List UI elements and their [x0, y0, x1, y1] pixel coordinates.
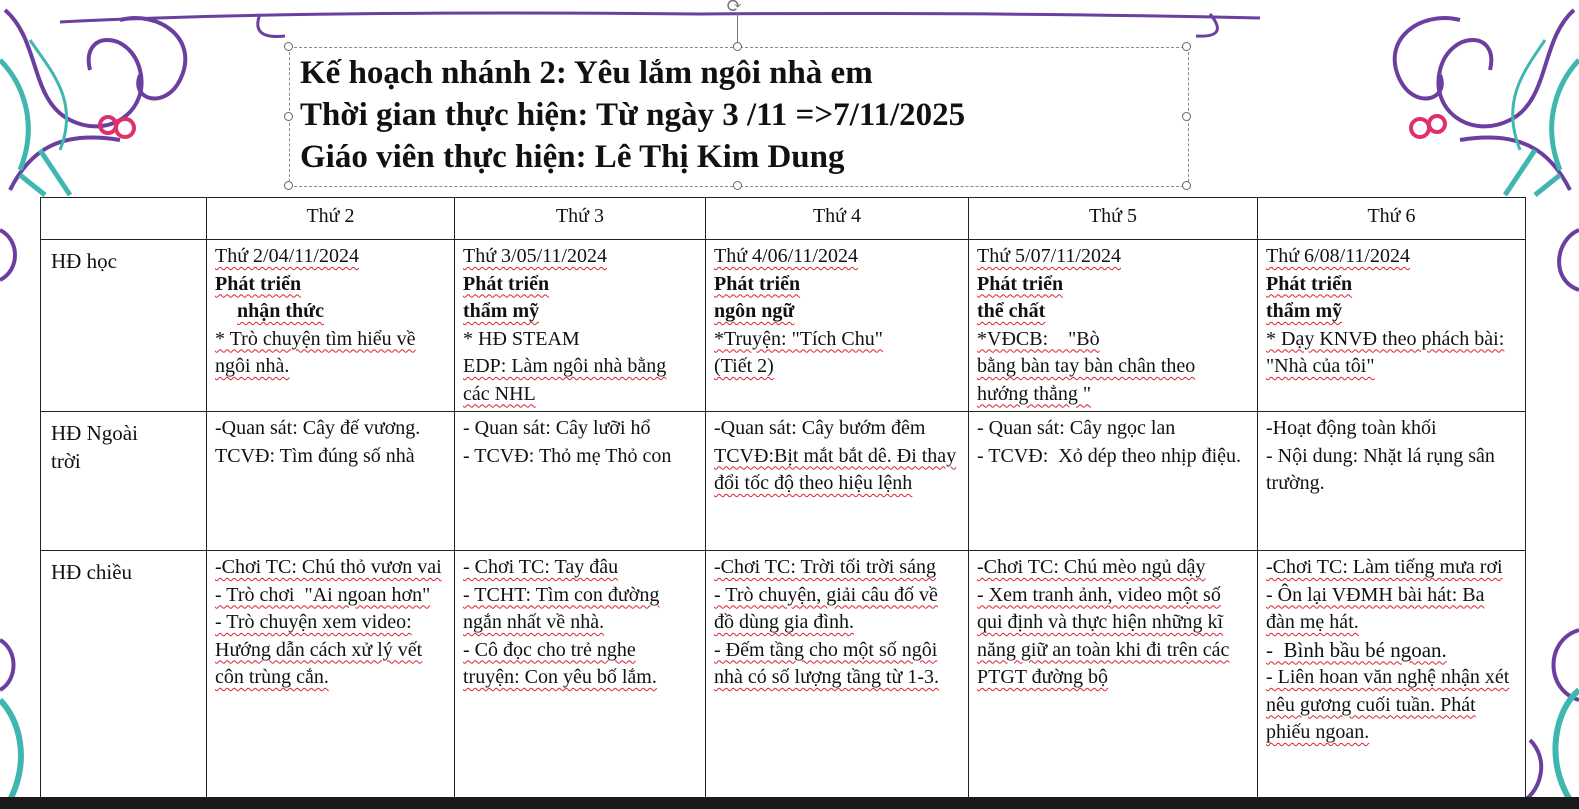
table-cell	[706, 240, 969, 412]
table-row	[41, 240, 1526, 412]
row-label: HĐ học	[41, 240, 207, 412]
table-cell	[969, 240, 1258, 412]
resize-handle-sw[interactable]	[284, 181, 293, 190]
bottom-edge-bar	[0, 797, 1579, 809]
cell-line: - Quan sát: Cây ngọc lan	[977, 417, 1176, 439]
cell-line: TCVĐ: Tìm đúng số nhà	[215, 444, 415, 467]
cell-domain-sub: nhận thức	[237, 300, 325, 322]
cell-domain: Phát triển	[977, 272, 1064, 295]
cell-date: Thứ 2/04/11/2024	[215, 245, 359, 267]
table-cell	[1258, 412, 1526, 551]
cell-line: -Chơi TC: Chú mèo ngủ dậy	[977, 556, 1206, 578]
cell-line: - Quan sát: Cây lưỡi hổ	[463, 417, 651, 439]
side-flourish-right	[1554, 230, 1579, 700]
table-header-row	[41, 198, 1526, 240]
table-cell	[1258, 551, 1526, 803]
table-row	[41, 551, 1526, 803]
header-cell-thu: Thứ 5	[969, 198, 1258, 240]
cell-domain: Phát triển	[1266, 272, 1353, 295]
cell-line: - TCVĐ: Thỏ mẹ Thỏ con	[463, 444, 672, 467]
table-cell	[1258, 240, 1526, 412]
table-cell	[207, 240, 455, 412]
cell-activity-detail: EDP: Làm ngôi nhà bằng các NHL	[463, 355, 667, 405]
resize-handle-e[interactable]	[1182, 112, 1191, 121]
table-row	[41, 412, 1526, 551]
cell-activity: *VĐCB: "Bò	[977, 327, 1100, 350]
cell-activity: * HĐ STEAM	[463, 327, 580, 350]
cell-line: TCVĐ:Bịt mắt bắt dê. Đi thay đổi tốc độ theo hiệu lệnh	[714, 444, 957, 494]
plan-title: Kế hoạch nhánh 2: Yêu lắm ngôi nhà em	[300, 55, 873, 91]
cell-domain: Phát triển	[714, 272, 801, 295]
plan-teacher: Giáo viên thực hiện: Lê Thị Kim Dung	[300, 139, 845, 175]
table-cell	[207, 412, 455, 551]
cell-domain-sub: thể chất	[977, 300, 1046, 322]
header-cell-empty	[41, 198, 207, 240]
table-cell	[455, 551, 706, 803]
header-cell-wed: Thứ 4	[706, 198, 969, 240]
header-cell-fri: Thứ 6	[1258, 198, 1526, 240]
cell-date: Thứ 5/07/11/2024	[977, 245, 1121, 267]
cell-line: -Chơi TC: Làm tiếng mưa rơi	[1266, 556, 1503, 578]
resize-handle-nw[interactable]	[284, 42, 293, 51]
table-cell	[969, 551, 1258, 803]
cell-line: - Xem tranh ảnh, video một số qui định và thực hiện những kĩ năng giữ an toàn khi đi trên các PTGT đường bộ	[977, 583, 1230, 688]
cell-line: - Trò chơi "Ai ngoan hơn"	[215, 583, 431, 606]
header-cell-mon: Thứ 2	[207, 198, 455, 240]
cell-line: - Liên hoan văn nghệ nhận xét nêu gương cuối tuần. Phát phiếu ngoan.	[1266, 666, 1510, 743]
resize-handle-ne[interactable]	[1182, 42, 1191, 51]
cell-line: - Đếm tầng cho một số ngôi nhà có số lượng tầng từ 1-3.	[714, 638, 939, 688]
cell-activity: *Truyện: "Tích Chu"	[714, 327, 883, 350]
cell-line: - Trò chuyện, giải câu đố về đồ dùng gia đình.	[714, 583, 938, 633]
plan-time: Thời gian thực hiện: Từ ngày 3 /11 =>7/11/2025	[300, 97, 966, 133]
cell-line: - Cô đọc cho trẻ nghe truyện: Con yêu bố lắm.	[463, 638, 657, 688]
cell-domain-sub: thẩm mỹ	[1266, 300, 1343, 322]
cell-date: Thứ 3/05/11/2024	[463, 245, 607, 267]
row-label-text: HĐ Ngoài trời	[51, 421, 138, 473]
weekly-plan-table	[40, 197, 1526, 803]
table-cell	[969, 412, 1258, 551]
cell-date: Thứ 4/06/11/2024	[714, 245, 858, 267]
cell-activity-detail: (Tiết 2)	[714, 355, 774, 377]
header-cell-tue: Thứ 3	[455, 198, 706, 240]
cell-line: - Chơi TC: Tay đâu	[463, 556, 619, 578]
table-cell	[455, 412, 706, 551]
cell-date: Thứ 6/08/11/2024	[1266, 245, 1410, 267]
cell-domain-sub: ngôn ngữ	[714, 300, 795, 322]
cell-domain: Phát triển	[463, 272, 550, 295]
cell-line: -Quan sát: Cây đế vương.	[215, 417, 421, 439]
cell-line: - Trò chuyện xem video: Hướng dẫn cách xử lý vết côn trùng cắn.	[215, 611, 423, 688]
row-label: HĐ chiều	[41, 551, 207, 803]
resize-handle-w[interactable]	[284, 112, 293, 121]
cell-activity: * Dạy KNVĐ theo phách bài: "Nhà của tôi"	[1266, 327, 1505, 377]
resize-handle-se[interactable]	[1182, 181, 1191, 190]
cell-line: -Quan sát: Cây bướm đêm	[714, 417, 926, 439]
title-textbox[interactable]	[289, 47, 1189, 187]
corner-flourish-top-right	[1395, 10, 1579, 195]
cell-line: -Chơi TC: Trời tối trời sáng	[714, 556, 936, 578]
cell-line: - TCVĐ: Xỏ dép theo nhịp điệu.	[977, 444, 1242, 467]
cell-line: -Chơi TC: Chú thỏ vươn vai	[215, 556, 442, 578]
cell-line: - TCHT: Tìm con đường ngắn nhất về nhà.	[463, 583, 660, 633]
table-cell	[706, 412, 969, 551]
cell-domain-sub: thẩm mỹ	[463, 300, 540, 322]
cell-line: - Bình bầu bé ngoan.	[1266, 637, 1447, 662]
row-label	[41, 412, 207, 551]
side-flourish-left	[0, 230, 15, 690]
table-cell	[455, 240, 706, 412]
rotate-handle-icon[interactable]: ⟳	[726, 0, 743, 17]
table-cell	[207, 551, 455, 803]
resize-handle-n[interactable]	[733, 42, 742, 51]
table-cell	[706, 551, 969, 803]
corner-flourish-bottom-right	[1525, 690, 1579, 800]
resize-handle-s[interactable]	[733, 181, 742, 190]
cell-line: - Ôn lại VĐMH bài hát: Ba đàn mẹ hát.	[1266, 583, 1485, 633]
cell-domain: Phát triển	[215, 272, 302, 295]
cell-activity: * Trò chuyện tìm hiểu về ngôi nhà.	[215, 327, 416, 377]
cell-line: -Hoạt động toàn khối	[1266, 417, 1437, 439]
corner-flourish-top-left	[0, 10, 185, 195]
cell-activity-detail: bằng bàn tay bàn chân theo hướng thẳng "	[977, 355, 1196, 405]
cell-line: - Nội dung: Nhặt lá rụng sân trường.	[1266, 444, 1495, 494]
